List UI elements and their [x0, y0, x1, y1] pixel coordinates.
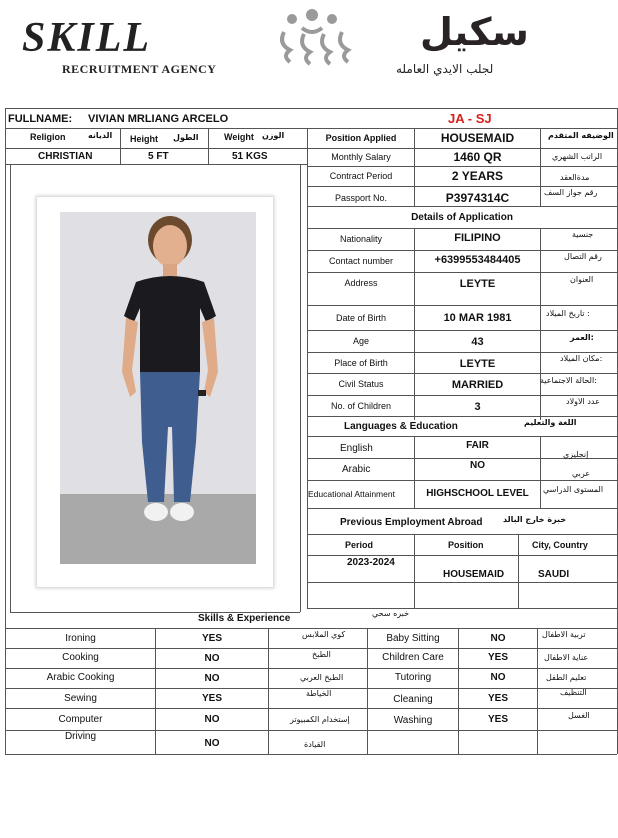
skill-sewing-value: YES	[201, 693, 222, 704]
languages-heading: Languages & Education	[344, 421, 458, 432]
skill-computer-value: NO	[204, 714, 220, 725]
skill-ironing-label: Ironing	[65, 633, 96, 644]
passport-label-ar: رقم جواز السف	[544, 188, 598, 197]
brand-name-ar: سكيل	[420, 10, 529, 54]
applicant-code: JA - SJ	[448, 111, 492, 126]
skill-children-care-label: Children Care	[382, 652, 444, 663]
skill-sewing-label: Sewing	[64, 693, 97, 704]
height-value: 5 FT	[148, 151, 169, 162]
skill-tutoring-label: Tutoring	[394, 672, 432, 683]
skill-driving-ar: القيادة	[304, 740, 326, 749]
skill-cooking-label: Cooking	[62, 652, 99, 663]
skill-baby-sitting-label: Baby Sitting	[386, 633, 440, 644]
children-value: 3	[474, 401, 481, 413]
religion-label-ar: الديانه	[88, 131, 113, 140]
children-label: No. of Children	[330, 401, 392, 411]
dob-label: Date of Birth	[335, 313, 387, 323]
skill-ironing-ar: كوي الملابس	[302, 630, 346, 639]
skill-cleaning-ar: التنظيف	[560, 688, 587, 697]
pob-label: Place of Birth	[334, 358, 388, 368]
skill-arabic-cooking-label: Arabic Cooking	[46, 672, 115, 683]
position-value: HOUSEMAID	[440, 131, 515, 145]
skill-sewing-ar: الخياطة	[306, 689, 332, 698]
contract-label: Contract Period	[329, 171, 393, 181]
weight-label: Weight	[224, 132, 254, 142]
abroad-heading: Previous Employment Abroad	[340, 517, 483, 528]
fullname-value: VIVIAN MRLIANG ARCELO	[88, 113, 229, 125]
applicant-photo	[60, 212, 256, 564]
pob-label-ar: مكان الميلاد:	[560, 354, 603, 363]
passport-value: P3974314C	[445, 191, 510, 205]
children-label-ar: عدد الاولاد	[566, 397, 600, 406]
abroad-col-position: Position	[448, 540, 484, 550]
abroad-heading-ar: خبرة خارج البالد	[503, 515, 567, 524]
skill-cleaning-value: YES	[487, 693, 508, 704]
nationality-label: Nationality	[339, 234, 383, 244]
arabic-label: Arabic	[342, 464, 371, 475]
skill-washing-label: Washing	[393, 715, 433, 726]
contract-label-ar: مدةالعقد	[560, 173, 590, 182]
weight-value: 51 KGS	[232, 151, 268, 162]
contact-label-ar: رقم التصال	[564, 252, 602, 261]
position-label-ar: الوضيفه المتقدم	[548, 131, 614, 140]
salary-value: 1460 QR	[453, 150, 502, 164]
abroad-col-country: City, Country	[532, 540, 588, 550]
skill-cleaning-label: Cleaning	[393, 694, 433, 705]
abroad-col-period: Period	[345, 540, 374, 550]
nationality-label-ar: جنسية	[572, 230, 594, 239]
age-value: 43	[471, 336, 484, 348]
position-label: Position Applied	[325, 133, 397, 143]
skill-baby-sitting-value: NO	[490, 633, 506, 644]
skill-computer-ar: إستخدام الكمبيوتر	[290, 715, 350, 724]
skill-tutoring-ar: تعليم الطفل	[546, 673, 587, 682]
passport-label: Passport No.	[334, 193, 388, 203]
contact-label: Contact number	[328, 256, 394, 266]
civil-status-label: Civil Status	[338, 379, 384, 389]
weight-label-ar: الوزن	[262, 131, 285, 140]
salary-label-ar: الراتب الشهري	[552, 152, 603, 161]
education-value: HIGHSCHOOL LEVEL	[426, 488, 529, 499]
address-value: LEYTE	[459, 278, 496, 290]
contract-value: 2 YEARS	[451, 169, 504, 183]
skill-tutoring-value: NO	[490, 672, 506, 683]
height-label: Height	[130, 134, 158, 144]
brand-name: SKILL	[22, 15, 152, 61]
arabic-label-ar: عربي	[572, 469, 591, 478]
agency-logo-people-icon	[262, 6, 362, 71]
abroad-position: HOUSEMAID	[443, 569, 505, 580]
abroad-country: SAUDI	[538, 569, 570, 580]
skill-cooking-ar: الطبخ	[312, 650, 331, 659]
skill-driving-label: Driving	[64, 731, 97, 742]
age-label-ar: العمر:	[570, 333, 594, 342]
nationality-value: FILIPINO	[454, 232, 501, 244]
education-label: Educational Attainment	[308, 489, 395, 499]
dob-label-ar: تاريخ الميلاد :	[546, 309, 590, 318]
english-label-ar: إنجليزي	[563, 450, 589, 459]
brand-subtitle: RECRUITMENT AGENCY	[62, 62, 217, 76]
languages-heading-ar: اللغة والتعليم	[524, 418, 577, 427]
arabic-value: NO	[470, 460, 485, 471]
age-label: Age	[352, 336, 369, 346]
civil-status-label-ar: الحالة الاجتماعية:	[540, 376, 597, 385]
religion-label: Religion	[30, 132, 66, 142]
pob-value: LEYTE	[459, 358, 496, 370]
religion-value: CHRISTIAN	[38, 151, 93, 162]
skill-children-care-ar: عناية الاطفال	[544, 653, 589, 662]
skill-washing-value: YES	[487, 714, 508, 725]
skill-baby-sitting-ar: تربية الاطفال	[542, 630, 586, 639]
skill-washing-ar: الغسل	[568, 711, 590, 720]
skill-cooking-value: NO	[204, 653, 220, 664]
address-label: Address	[344, 278, 378, 288]
education-label-ar: المستوى الدراسي	[543, 485, 604, 494]
abroad-period: 2023-2024	[347, 557, 395, 568]
dob-value: 10 MAR 1981	[443, 312, 512, 324]
skill-computer-label: Computer	[58, 714, 103, 725]
height-label-ar: الطول	[173, 133, 199, 142]
skills-heading-ar: خبره سحي	[372, 609, 410, 618]
address-label-ar: العنوان	[570, 275, 594, 284]
salary-label: Monthly Salary	[331, 152, 391, 162]
application-heading: Details of Application	[411, 212, 513, 223]
skill-children-care-value: YES	[487, 652, 508, 663]
contact-value: +6399553484405	[434, 254, 521, 266]
skills-heading: Skills & Experience	[198, 613, 291, 624]
skill-ironing-value: YES	[201, 633, 222, 644]
civil-status-value: MARRIED	[451, 379, 504, 391]
fullname-label: FULLNAME:	[8, 113, 73, 125]
skill-arabic-cooking-value: NO	[204, 673, 220, 684]
english-value: FAIR	[466, 440, 489, 451]
brand-subtitle-ar: لجلب الايدي العامله	[396, 62, 494, 76]
skill-arabic-cooking-ar: الطبخ العربي	[300, 673, 344, 682]
english-label: English	[340, 443, 373, 454]
skill-driving-value: NO	[204, 738, 220, 749]
